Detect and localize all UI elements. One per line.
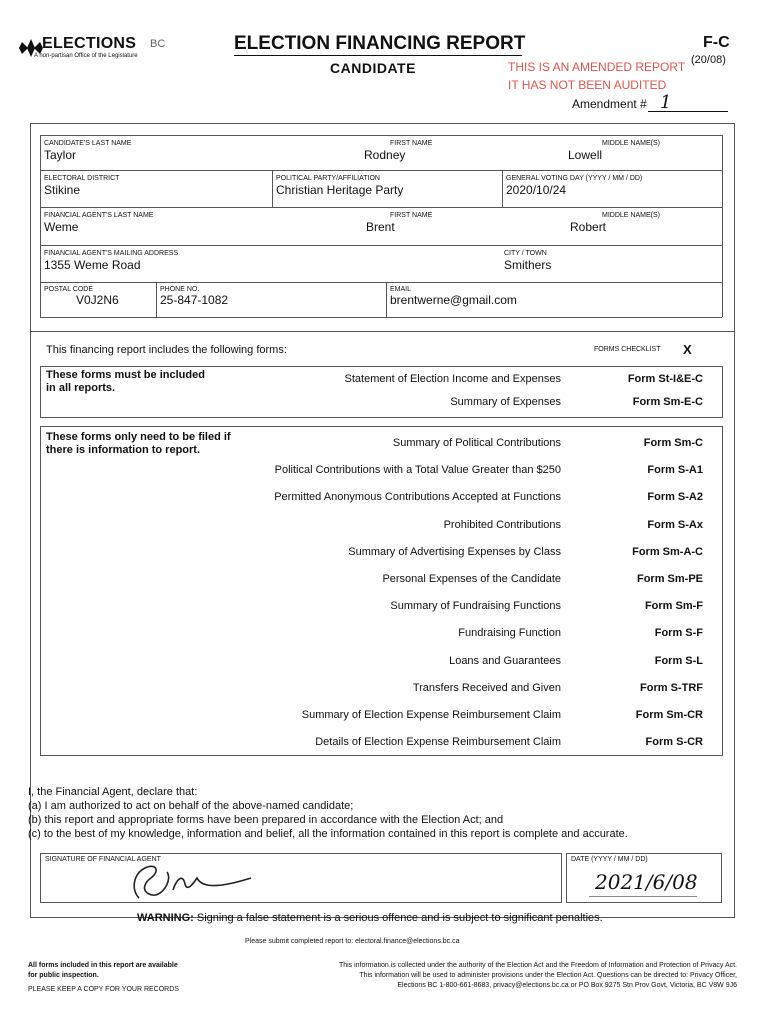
- form-description: Fundraising Function: [458, 627, 561, 640]
- agent-first-name-label: FIRST NAME: [390, 212, 433, 219]
- agent-middle-name[interactable]: Robert: [570, 220, 607, 234]
- date-underline: [589, 896, 697, 897]
- footer-right-3: Elections BC 1-800-661-8683, privacy@elections.bc.ca or PO Box 9275 Stn Prov Govt, Victoria, BC V8W 9J6: [397, 982, 737, 989]
- email-label: EMAIL: [390, 286, 412, 293]
- district-value[interactable]: Stikine: [44, 183, 81, 197]
- voting-day-value[interactable]: 2020/10/24: [506, 183, 567, 197]
- form-code-label[interactable]: Form Sm-E-C: [632, 396, 703, 408]
- form-description: Loans and Guarantees: [449, 654, 561, 667]
- optional-forms-box: [40, 426, 723, 756]
- form-version: (20/08): [691, 54, 726, 66]
- candidate-last-name-label: CANDIDATE'S LAST NAME: [44, 140, 132, 147]
- declaration-a: (a) I am authorized to act on behalf of the above-named candidate;: [28, 800, 354, 812]
- form-code-label[interactable]: Form S-F: [654, 627, 703, 640]
- candidate-middle-name[interactable]: Lowell: [568, 148, 603, 162]
- logo-bc: BC: [150, 38, 166, 50]
- footer-right-1: This information is collected under the authority of the Election Act and the Freedom of Information and Protection of Privacy Act.: [338, 962, 737, 969]
- form-description: Summary of Advertising Expenses by Class: [348, 545, 561, 558]
- party-label: POLITICAL PARTY/AFFILIATION: [276, 175, 380, 182]
- agent-last-name-label: FINANCIAL AGENT'S LAST NAME: [44, 212, 154, 219]
- form-code-label[interactable]: Form Sm-C: [643, 437, 703, 449]
- form-code-label[interactable]: Form Sm-A-C: [632, 545, 703, 558]
- form-code-label[interactable]: Form S-A1: [647, 464, 703, 477]
- optional-note: These forms only need to be filed if there is information to report.: [46, 431, 231, 456]
- candidate-first-name-label: FIRST NAME: [390, 140, 433, 147]
- grid-line: [40, 317, 722, 318]
- form-code-label[interactable]: Form S-L: [654, 654, 703, 667]
- checklist-mark[interactable]: X: [683, 342, 692, 357]
- phone-label: PHONE NO.: [160, 286, 200, 293]
- form-code-label[interactable]: Form Sm-CR: [635, 709, 703, 721]
- grid-line: [40, 207, 722, 208]
- report-title: ELECTION FINANCING REPORT: [234, 33, 526, 54]
- party-value[interactable]: Christian Heritage Party: [276, 183, 404, 197]
- agent-city[interactable]: Smithers: [504, 258, 552, 272]
- logo-subtitle: A non-partisan Office of the Legislature: [34, 53, 138, 59]
- form-description: Permitted Anonymous Contributions Accepted at Functions: [274, 491, 561, 504]
- voting-day-label: GENERAL VOTING DAY (YYYY / MM / DD): [506, 175, 643, 182]
- candidate-middle-name-label: MIDDLE NAME(S): [602, 140, 660, 147]
- amendment-label: Amendment #: [572, 97, 647, 111]
- signature-label: SIGNATURE OF FINANCIAL AGENT: [45, 856, 161, 863]
- report-subtitle: CANDIDATE: [330, 60, 416, 76]
- declaration-intro: I, the Financial Agent, declare that:: [28, 786, 198, 798]
- form-code-label[interactable]: Form S-CR: [645, 736, 703, 749]
- candidate-first-name[interactable]: Rodney: [364, 148, 406, 162]
- signature-field[interactable]: [40, 853, 562, 903]
- grid-line: [40, 135, 41, 317]
- title-underline: [234, 55, 522, 56]
- form-description: Summary of Expenses: [450, 396, 561, 408]
- grid-line: [40, 135, 722, 136]
- form-description: Personal Expenses of the Candidate: [382, 573, 561, 585]
- grid-line: [386, 282, 387, 317]
- form-code-label[interactable]: Form Sm-PE: [636, 573, 703, 585]
- grid-line: [502, 170, 503, 207]
- footer-left-3: PLEASE KEEP A COPY FOR YOUR RECORDS: [28, 986, 179, 993]
- postal-code[interactable]: V0J2N6: [76, 293, 119, 307]
- submit-instruction: Please submit completed report to: electoral.finance@elections.bc.ca: [245, 938, 460, 945]
- required-forms-box: [40, 366, 723, 418]
- phone-value[interactable]: 25-847-1082: [160, 293, 229, 307]
- footer-left-2: for public inspection.: [28, 972, 99, 979]
- audit-notice: IT HAS NOT BEEN AUDITED: [508, 78, 667, 92]
- declaration-b: (b) this report and appropriate forms have been prepared in accordance with the Election Act; and: [28, 814, 504, 826]
- warning-label: WARNING:: [137, 912, 194, 924]
- grid-line: [272, 170, 273, 207]
- declaration-c: (c) to the best of my knowledge, information and belief, all the information contained in this report is complete and accurate.: [28, 828, 628, 840]
- agent-address-label: FINANCIAL AGENT'S MAILING ADDRESS: [44, 250, 179, 257]
- form-code-label[interactable]: Form St-I&E-C: [627, 373, 703, 385]
- date-field[interactable]: [566, 853, 722, 903]
- footer-left-1: All forms included in this report are available: [28, 962, 178, 969]
- section-divider: [30, 331, 735, 332]
- form-description: Transfers Received and Given: [412, 681, 561, 694]
- agent-middle-name-label: MIDDLE NAME(S): [602, 212, 660, 219]
- form-description: Summary of Election Expense Reimbursement Claim: [301, 709, 561, 721]
- date-label: DATE (YYYY / MM / DD): [571, 856, 648, 863]
- warning-body: Signing a false statement is a serious offence and is subject to significant penalties.: [196, 912, 603, 924]
- agent-city-label: CITY / TOWN: [504, 250, 547, 257]
- form-description: Summary of Political Contributions: [392, 437, 561, 449]
- agent-first-name[interactable]: Brent: [366, 220, 395, 234]
- candidate-last-name[interactable]: Taylor: [44, 148, 77, 162]
- signature-mark-icon: [121, 860, 261, 902]
- form-description: Summary of Fundraising Functions: [390, 600, 561, 613]
- form-code: F-C: [703, 34, 730, 51]
- date-value: 2021/6/08: [595, 870, 698, 894]
- warning-text: [137, 912, 603, 924]
- grid-line: [722, 135, 723, 317]
- form-code-label[interactable]: Form S-A2: [647, 491, 703, 504]
- forms-intro: This financing report includes the following forms:: [46, 344, 287, 356]
- form-description: Statement of Election Income and Expenses: [344, 373, 561, 385]
- grid-line: [156, 282, 157, 317]
- required-note: These forms must be included in all reports.: [46, 369, 205, 394]
- logo-wordmark: ELECTIONS: [42, 35, 137, 52]
- amendment-number[interactable]: 1: [660, 92, 672, 113]
- district-label: ELECTORAL DISTRICT: [44, 175, 120, 182]
- form-description: Prohibited Contributions: [443, 518, 561, 531]
- grid-line: [40, 245, 722, 246]
- form-code-label[interactable]: Form S-Ax: [647, 518, 703, 531]
- grid-line: [40, 282, 722, 283]
- form-description: Details of Election Expense Reimbursement Claim: [315, 736, 561, 749]
- form-code-label[interactable]: Form S-TRF: [640, 681, 703, 694]
- postal-code-label: POSTAL CODE: [44, 286, 94, 293]
- checklist-label: FORMS CHECKLIST: [594, 346, 661, 353]
- amended-notice: THIS IS AN AMENDED REPORT: [508, 60, 686, 74]
- footer-right-2: This information will be used to administer provisions under the Election Act. Questions can be directed to: Privacy Officer,: [359, 972, 737, 979]
- agent-last-name[interactable]: Weme: [44, 220, 79, 234]
- form-description: Political Contributions with a Total Value Greater than $250: [274, 464, 561, 477]
- form-code-label[interactable]: Form Sm-F: [644, 600, 703, 613]
- email-value[interactable]: brentwerne@gmail.com: [390, 293, 517, 307]
- grid-line: [40, 170, 722, 171]
- agent-address[interactable]: 1355 Weme Road: [44, 258, 141, 272]
